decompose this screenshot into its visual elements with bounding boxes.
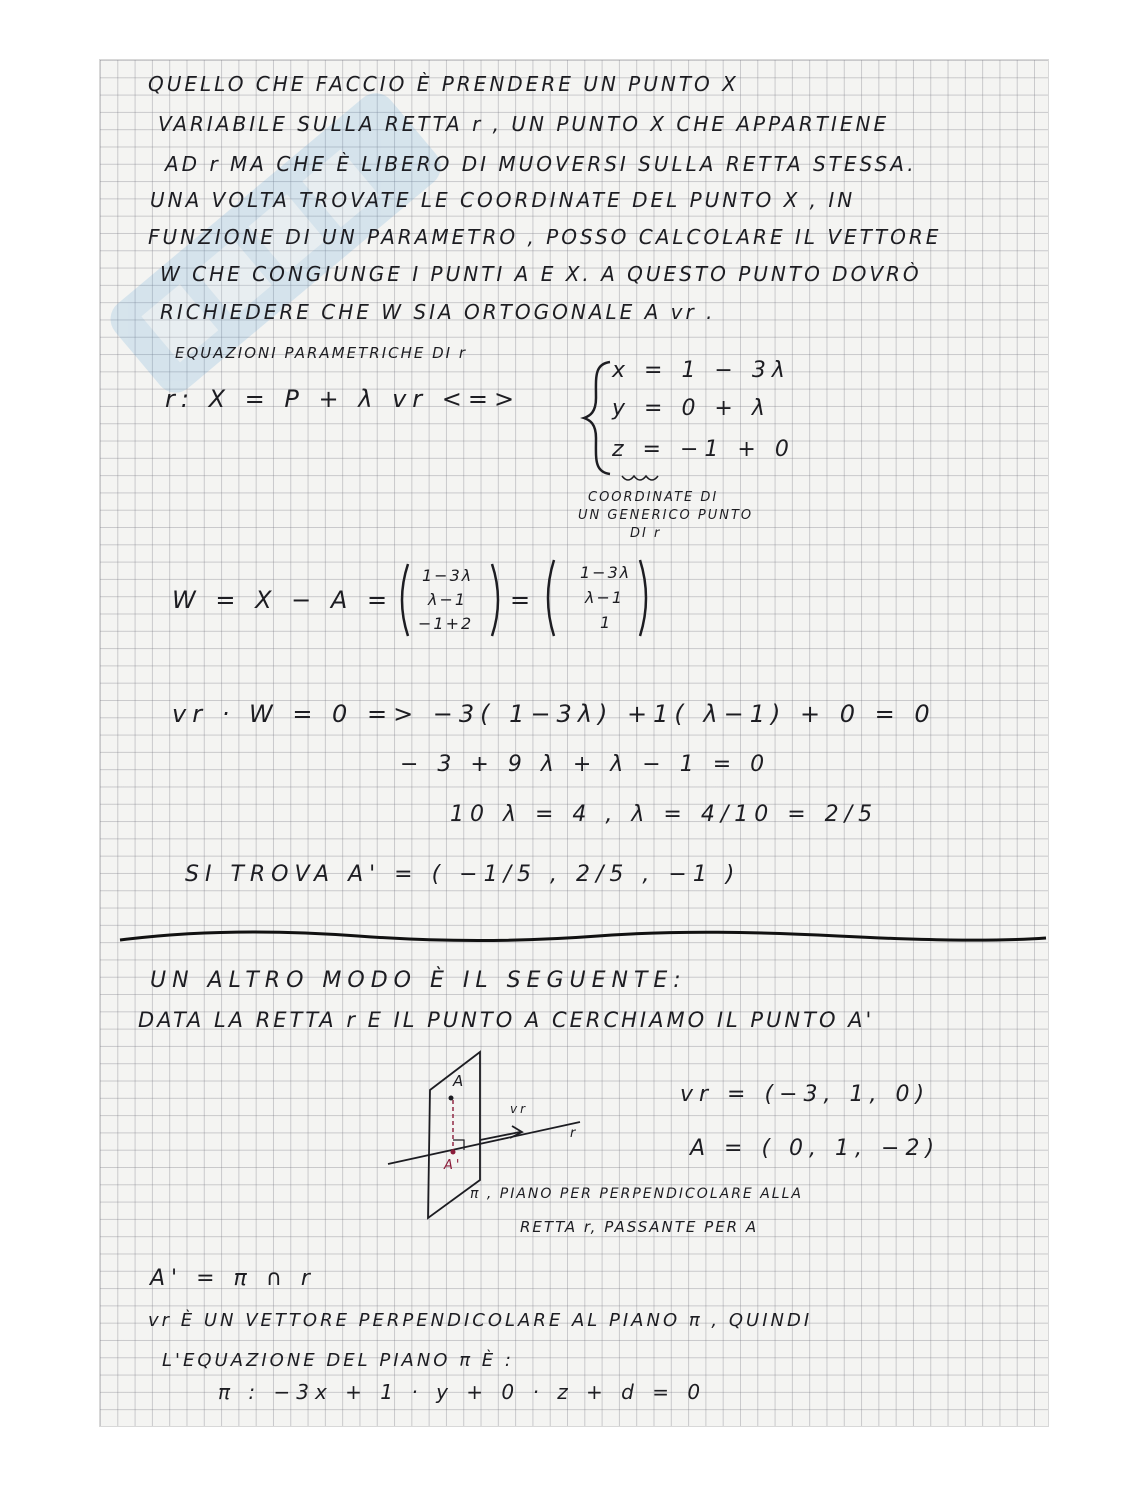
method2-line: DATA LA RETTA r E IL PUNTO A CERCHIAMO IL PUNTO A' [138, 1008, 875, 1032]
result-line: SI TROVA A' = ( −1/5 , 2/5 , −1 ) [185, 862, 741, 887]
vector-entry: λ−1 [585, 588, 625, 607]
dot-product-line: vr · W = 0 => −3( 1−3λ) +1( λ−1) + 0 = 0 [172, 700, 936, 728]
text-line: W CHE CONGIUNGE I PUNTI A E X. A QUESTO PUNTO DOVRÒ [160, 262, 922, 286]
vector-entry: 1−3λ [580, 563, 632, 582]
vector-entry: λ−1 [428, 590, 468, 609]
wavy-divider [118, 924, 1048, 950]
method2-line: UN ALTRO MODO È IL SEGUENTE: [150, 968, 687, 993]
system-line: y = 0 + λ [612, 396, 771, 421]
figure-label-vr: vr [510, 1102, 529, 1116]
system-note: UN GENERICO PUNTO [578, 508, 754, 523]
vr-value: vr = (−3, 1, 0) [680, 1082, 931, 1107]
closing-line: L'EQUAZIONE DEL PIANO π È : [162, 1350, 514, 1371]
figure-label-a-prime: A' [444, 1158, 463, 1173]
text-line: QUELLO CHE FACCIO È PRENDERE UN PUNTO X [148, 72, 739, 96]
closing-line: vr È UN VETTORE PERPENDICOLARE AL PIANO π , QUINDI [148, 1310, 813, 1331]
system-line: x = 1 − 3λ [612, 358, 791, 383]
plane-note: RETTA r, PASSANTE PER A [520, 1218, 759, 1236]
dot-product-line: 10 λ = 4 , λ = 4/10 = 2/5 [450, 802, 879, 827]
vector-entry: 1−3λ [422, 566, 474, 585]
vector-entry: −1+2 [418, 614, 474, 633]
closing-line: π : −3x + 1 · y + 0 · z + d = 0 [218, 1380, 707, 1404]
vector-entry: 1 [600, 613, 613, 632]
text-line: FUNZIONE DI UN PARAMETRO , POSSO CALCOLARE IL VETTORE [148, 225, 942, 249]
a-value: A = ( 0, 1, −2) [690, 1136, 941, 1161]
text-line: VARIABILE SULLA RETTA r , UN PUNTO X CHE APPARTIENE [158, 112, 890, 136]
text-line: UNA VOLTA TROVATE LE COORDINATE DEL PUNTO X , IN [150, 188, 856, 212]
figure-label-r: r [570, 1126, 579, 1141]
text-line: RICHIEDERE CHE W SIA ORTOGONALE A vr . [160, 300, 716, 324]
param-equation: r: X = P + λ vr <=> [165, 385, 521, 413]
w-definition: W = X − A = [172, 586, 394, 614]
text-line: AD r MA CHE È LIBERO DI MUOVERSI SULLA RETTA STESSA. [165, 152, 917, 176]
equals-sign: = [510, 586, 537, 614]
system-note: DI r [630, 526, 662, 541]
system-note: COORDINATE DI [588, 490, 719, 505]
underline-squiggle [620, 472, 660, 486]
plane-note: π , PIANO PER PERPENDICOLARE ALLA [470, 1186, 803, 1202]
figure-label-a: A [453, 1072, 467, 1090]
intersection-line: A' = π ∩ r [150, 1266, 316, 1291]
system-line: z = −1 + 0 [612, 437, 795, 462]
dot-product-line: − 3 + 9 λ + λ − 1 = 0 [400, 752, 771, 777]
param-heading: EQUAZIONI PARAMETRICHE DI r [175, 344, 468, 362]
